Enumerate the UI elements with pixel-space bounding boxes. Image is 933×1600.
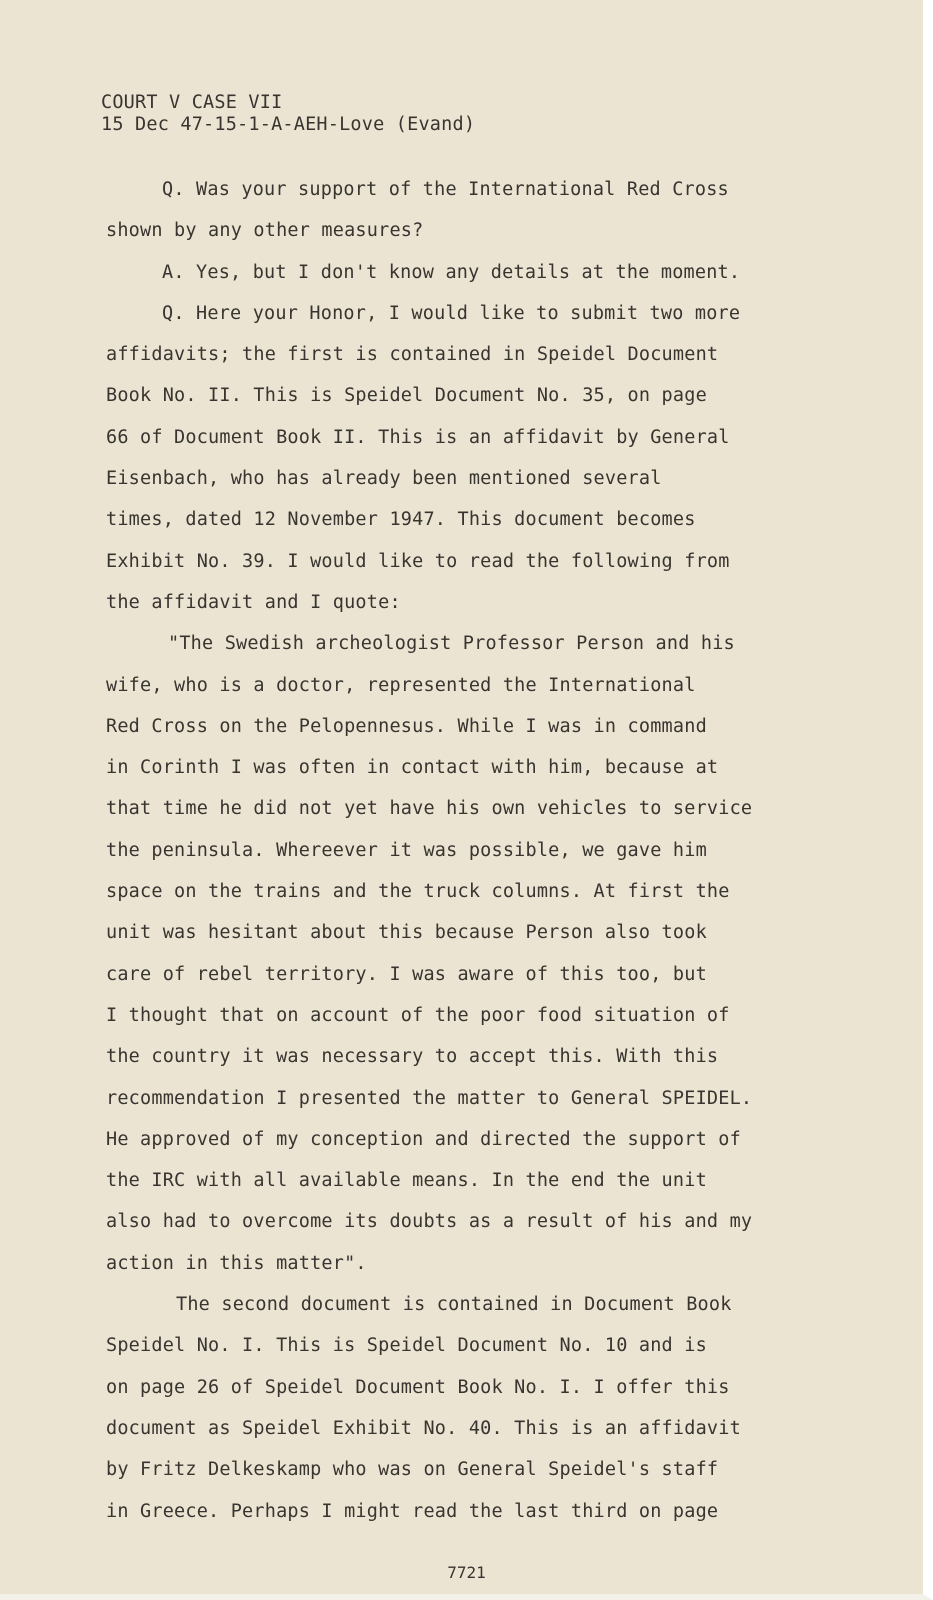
transcript-line: Red Cross on the Pelopennesus. While I was in command (106, 715, 707, 737)
transcript-line: Eisenbach, who has already been mentioned several (106, 468, 662, 490)
transcript-line: Q. Was your support of the International Red Cross (162, 179, 729, 200)
transcript-line: the country it was necessary to accept this. With this (106, 1046, 719, 1068)
transcript-line: the affidavit and I quote: (106, 591, 401, 613)
transcript-line: document as Speidel Exhibit No. 40. This is an affidavit (106, 1417, 741, 1439)
transcript-line: in Corinth I was often in contact with him, because at (106, 757, 719, 779)
transcript-line: Speidel No. I. This is Speidel Document No. 10 and is (106, 1335, 707, 1357)
transcript-line: I thought that on account of the poor food situation of (106, 1004, 730, 1026)
transcript-line: shown by any other measures? (106, 220, 424, 242)
transcript-line: action in this matter". (106, 1252, 367, 1274)
page-number: 7721 (447, 1563, 486, 1582)
transcript-line: in Greece. Perhaps I might read the last third on page (106, 1500, 719, 1522)
transcript-line: also had to overcome its doubts as a result of his and my (106, 1211, 753, 1233)
transcript-line: A. Yes, but I don't know any details at the moment. (162, 261, 741, 283)
transcript-line: on page 26 of Speidel Document Book No. I. I offer this (106, 1376, 730, 1398)
document-header (101, 92, 475, 136)
transcript-line: "The Swedish archeologist Professor Person and his (168, 633, 735, 655)
transcript-line: care of rebel territory. I was aware of this too, but (106, 963, 707, 985)
transcript-line: space on the trains and the truck columns. At first the (106, 881, 730, 903)
transcript-line: the peninsula. Whereever it was possible, we gave him (106, 839, 707, 861)
transcript-body (106, 169, 752, 1532)
transcript-line: times, dated 12 November 1947. This document becomes (106, 509, 696, 531)
transcript-line: unit was hesitant about this because Person also took (106, 922, 707, 944)
header-date-reference: 15 Dec 47-15-1-A-AEH-Love (Evand) (101, 114, 476, 135)
transcript-line: Exhibit No. 39. I would like to read the following from (106, 550, 730, 572)
transcript-line: 66 of Document Book II. This is an affidavit by General (106, 426, 730, 448)
transcript-line: recommendation I presented the matter to General SPEIDEL. (106, 1087, 753, 1109)
header-court-case: COURT V CASE VII (101, 92, 283, 113)
transcript-line: the IRC with all available means. In the end the unit (106, 1170, 707, 1192)
transcript-line: He approved of my conception and directed the support of (106, 1128, 741, 1150)
transcript-line: that time he did not yet have his own vehicles to service (106, 798, 753, 820)
transcript-line: Q. Here your Honor, I would like to submit two more (162, 302, 741, 324)
transcript-line: The second document is contained in Document Book (176, 1294, 732, 1316)
transcript-line: affidavits; the first is contained in Speidel Document (106, 344, 719, 366)
transcript-line: by Fritz Delkeskamp who was on General Speidel's staff (106, 1459, 719, 1481)
transcript-line: Book No. II. This is Speidel Document No. 35, on page (106, 385, 707, 407)
transcript-line: wife, who is a doctor, represented the International (106, 674, 696, 696)
